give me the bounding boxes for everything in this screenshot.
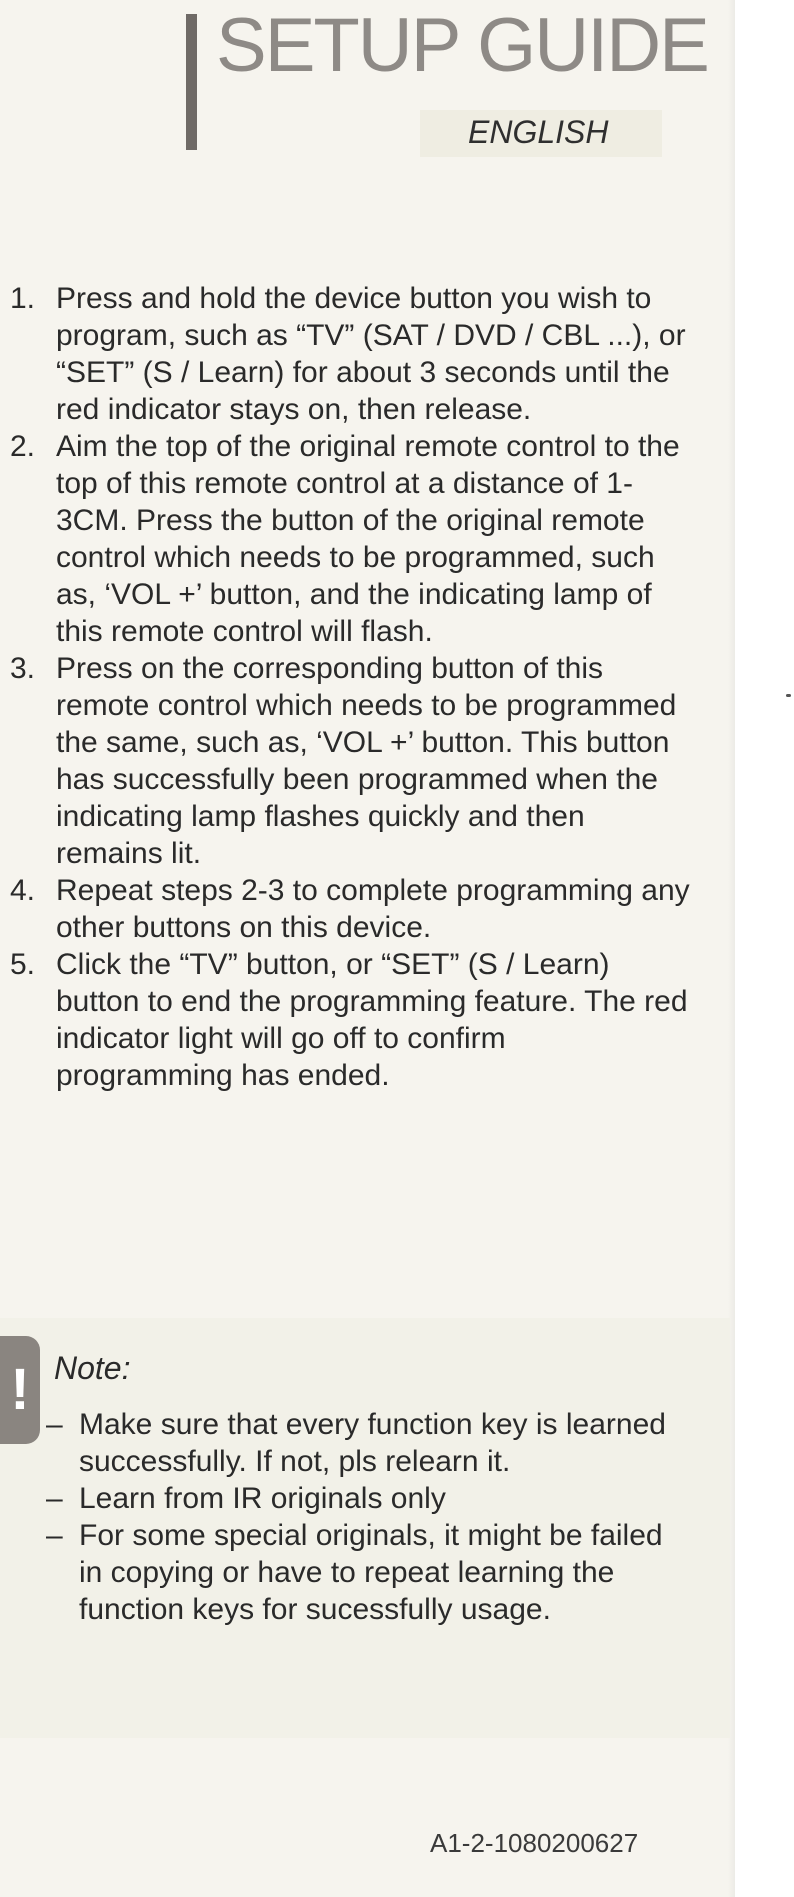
note-bullet: –	[46, 1408, 63, 1441]
note-bullet: –	[46, 1482, 63, 1515]
note-item	[0, 1480, 690, 1517]
step-number: 2.	[10, 430, 36, 463]
step-item	[0, 428, 690, 650]
step-text: Aim the top of the original remote control to the top of this remote control at a distance of 1-3CM. Press the button of the original remote control which needs to be programmed, such as, ‘VOL +’ button, and the indicating lamp of this remote control will flash.	[56, 430, 680, 648]
step-text: Press and hold the device button you wish to program, such as “TV” (SAT / DVD / CBL ...), or “SET” (S / Learn) for about 3 seconds until the red indicator stays on, then release.	[56, 282, 686, 426]
step-text: Click the “TV” button, or “SET” (S / Learn) button to end the programming feature. The red indicator light will go off to confirm programming has ended.	[56, 948, 688, 1092]
note-bullet: –	[46, 1519, 63, 1552]
step-item	[0, 650, 690, 872]
step-number: 4.	[10, 874, 36, 907]
exclamation-icon: !	[0, 1336, 40, 1444]
note-text: Make sure that every function key is learned successfully. If not, pls relearn it.	[79, 1408, 666, 1478]
step-number: 5.	[10, 948, 36, 981]
document-code: A1-2-1080200627	[430, 1828, 639, 1858]
step-item	[0, 946, 690, 1094]
note-item	[0, 1517, 690, 1628]
note-heading: Note:	[54, 1350, 131, 1386]
step-text: Repeat steps 2-3 to complete programming any other buttons on this device.	[56, 874, 690, 944]
step-number: 3.	[10, 652, 36, 685]
step-number: 1.	[10, 282, 36, 315]
note-text: Learn from IR originals only	[79, 1482, 446, 1515]
language-label: ENGLISH	[420, 110, 662, 157]
page-title: SETUP GUIDE	[216, 3, 708, 88]
step-item	[0, 280, 690, 428]
note-item	[0, 1406, 690, 1480]
step-item	[0, 872, 690, 946]
note-text: For some special originals, it might be failed in copying or have to repeat learning the function keys for sucessfully usage.	[79, 1519, 663, 1626]
scan-speck	[786, 694, 791, 697]
title-accent-bar	[186, 14, 197, 150]
note-list	[0, 1406, 690, 1628]
step-text: Press on the corresponding button of this remote control which needs to be programmed the same, such as, ‘VOL +’ button. This button has successfully been programmed when the indicating lamp flashes quickly and then remains lit.	[56, 652, 677, 870]
steps-list	[0, 280, 690, 1094]
